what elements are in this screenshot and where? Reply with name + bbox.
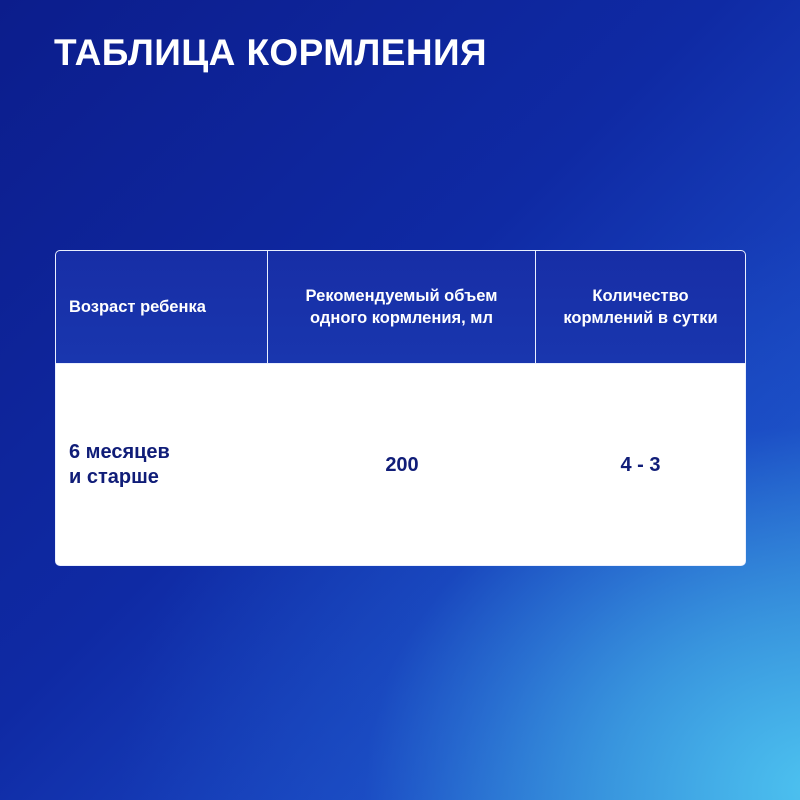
cell-age-line-2: и старше — [69, 466, 159, 488]
cell-age — [56, 364, 268, 566]
cell-volume — [268, 364, 536, 566]
header-age-label: Возраст ребенка — [69, 298, 206, 316]
table-row — [56, 364, 745, 566]
cell-count — [536, 364, 745, 566]
header-count-line-2: кормлений в сутки — [563, 309, 718, 327]
table-header-row — [56, 251, 745, 364]
header-volume — [268, 251, 536, 363]
header-count — [536, 251, 745, 363]
cell-volume-value: 200 — [385, 453, 419, 476]
feeding-table — [55, 250, 746, 566]
header-age — [56, 251, 268, 363]
header-count-line-1: Количество — [592, 287, 689, 305]
page-title: ТАБЛИЦА КОРМЛЕНИЯ — [54, 32, 487, 73]
header-volume-line-2: одного кормления, мл — [310, 309, 493, 327]
cell-age-line-1: 6 месяцев — [69, 441, 170, 463]
cell-count-value: 4 - 3 — [620, 453, 661, 476]
header-volume-line-1: Рекомендуемый объем — [305, 287, 498, 305]
